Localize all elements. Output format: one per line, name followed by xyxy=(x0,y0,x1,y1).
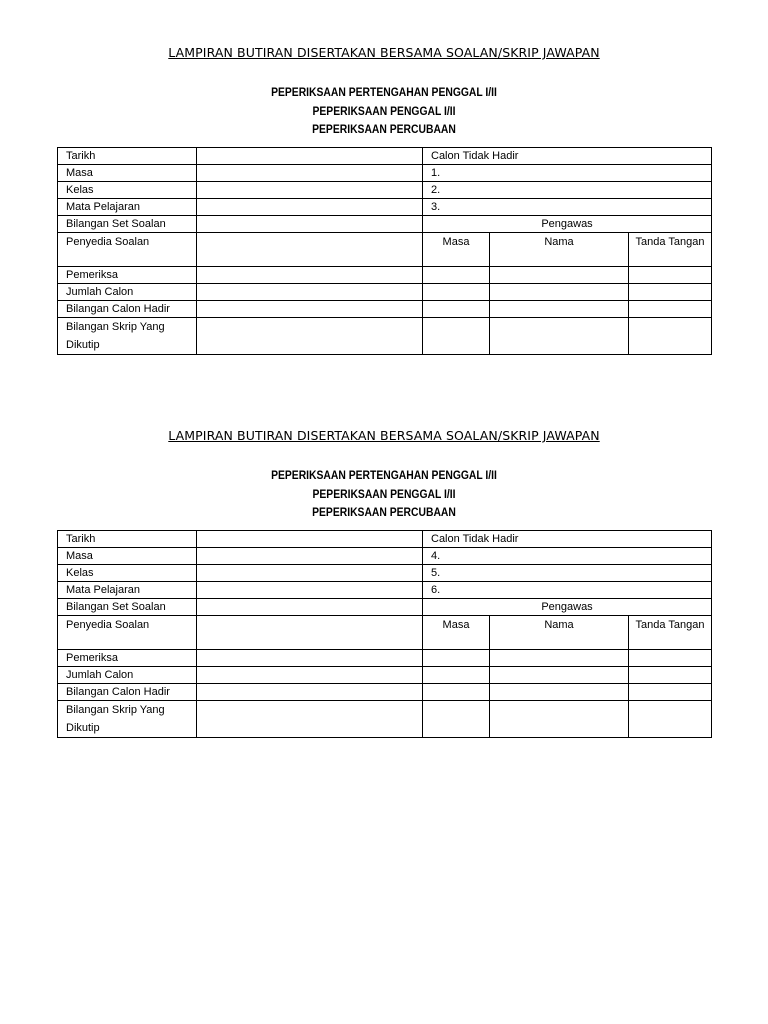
header-masa: Masa xyxy=(423,233,490,267)
input-bilangan-set-soalan[interactable] xyxy=(197,599,423,616)
label-kelas: Kelas xyxy=(58,565,197,582)
input-penyedia-soalan[interactable] xyxy=(197,233,423,267)
table-row xyxy=(58,684,712,701)
input-kelas[interactable] xyxy=(197,182,423,199)
input-pemeriksa[interactable] xyxy=(197,650,423,667)
label-pemeriksa: Pemeriksa xyxy=(58,267,197,284)
label-masa: Masa xyxy=(58,548,197,565)
details-table xyxy=(57,147,712,355)
pengawas-tandatangan-3[interactable] xyxy=(629,301,712,318)
table-row xyxy=(58,284,712,301)
input-masa[interactable] xyxy=(197,548,423,565)
absent-entry-2[interactable]: 2. xyxy=(423,182,712,199)
input-jumlah-calon[interactable] xyxy=(197,284,423,301)
table-row xyxy=(58,165,712,182)
input-penyedia-soalan[interactable] xyxy=(197,616,423,650)
exam-type-penggal: PEPERIKSAAN PENGGAL I/II xyxy=(312,105,456,118)
label-bilangan-skrip-dikutip: Bilangan Skrip Yang Dikutip xyxy=(58,701,197,738)
pengawas-masa-1[interactable] xyxy=(423,267,490,284)
label-masa: Masa xyxy=(58,165,197,182)
form-title: LAMPIRAN BUTIRAN DISERTAKAN BERSAMA SOALAN/SKRIP JAWAPAN xyxy=(168,428,600,443)
label-bilangan-set-soalan: Bilangan Set Soalan xyxy=(58,599,197,616)
absent-entry-6[interactable]: 6. xyxy=(423,582,712,599)
input-mata-pelajaran[interactable] xyxy=(197,199,423,216)
details-table xyxy=(57,530,712,738)
table-row xyxy=(58,548,712,565)
input-mata-pelajaran[interactable] xyxy=(197,582,423,599)
table-row xyxy=(58,701,712,738)
label-tarikh: Tarikh xyxy=(58,531,197,548)
input-bilangan-skrip-dikutip[interactable] xyxy=(197,701,423,738)
label-bilangan-set-soalan: Bilangan Set Soalan xyxy=(58,216,197,233)
label-calon-tidak-hadir: Calon Tidak Hadir xyxy=(423,148,712,165)
table-row xyxy=(58,318,712,355)
label-tarikh: Tarikh xyxy=(58,148,197,165)
exam-type-pertengahan: PEPERIKSAAN PERTENGAHAN PENGGAL I/II xyxy=(271,470,497,482)
pengawas-nama-4[interactable] xyxy=(490,318,629,355)
label-kelas: Kelas xyxy=(58,182,197,199)
label-bilangan-calon-hadir: Bilangan Calon Hadir xyxy=(58,301,197,318)
pengawas-masa-4[interactable] xyxy=(423,701,490,738)
table-row xyxy=(58,233,712,267)
pengawas-nama-1[interactable] xyxy=(490,650,629,667)
absent-entry-5[interactable]: 5. xyxy=(423,565,712,582)
input-tarikh[interactable] xyxy=(197,148,423,165)
pengawas-tandatangan-1[interactable] xyxy=(629,267,712,284)
label-jumlah-calon: Jumlah Calon xyxy=(58,284,197,301)
table-row xyxy=(58,650,712,667)
label-penyedia-soalan: Penyedia Soalan xyxy=(58,233,197,267)
header-nama: Nama xyxy=(490,616,629,650)
pengawas-masa-2[interactable] xyxy=(423,284,490,301)
table-row xyxy=(58,582,712,599)
label-mata-pelajaran: Mata Pelajaran xyxy=(58,199,197,216)
pengawas-tandatangan-3[interactable] xyxy=(629,684,712,701)
pengawas-nama-3[interactable] xyxy=(490,684,629,701)
pengawas-masa-4[interactable] xyxy=(423,318,490,355)
pengawas-tandatangan-4[interactable] xyxy=(629,701,712,738)
input-bilangan-skrip-dikutip[interactable] xyxy=(197,318,423,355)
absent-entry-1[interactable]: 1. xyxy=(423,165,712,182)
absent-entry-3[interactable]: 3. xyxy=(423,199,712,216)
input-pemeriksa[interactable] xyxy=(197,267,423,284)
pengawas-nama-2[interactable] xyxy=(490,284,629,301)
pengawas-tandatangan-2[interactable] xyxy=(629,667,712,684)
label-penyedia-soalan: Penyedia Soalan xyxy=(58,616,197,650)
table-row xyxy=(58,148,712,165)
label-jumlah-calon: Jumlah Calon xyxy=(58,667,197,684)
header-tanda-tangan: Tanda Tangan xyxy=(629,233,712,267)
label-pemeriksa: Pemeriksa xyxy=(58,650,197,667)
exam-type-percubaan: PEPERIKSAAN PERCUBAAN xyxy=(312,124,456,136)
exam-type-penggal: PEPERIKSAAN PENGGAL I/II xyxy=(312,488,456,501)
input-tarikh[interactable] xyxy=(197,531,423,548)
form-title: LAMPIRAN BUTIRAN DISERTAKAN BERSAMA SOALAN/SKRIP JAWAPAN xyxy=(168,45,600,60)
table-row xyxy=(58,267,712,284)
table-row xyxy=(58,667,712,684)
table-row xyxy=(58,199,712,216)
input-masa[interactable] xyxy=(197,165,423,182)
table-row xyxy=(58,182,712,199)
table-row xyxy=(58,216,712,233)
label-bilangan-skrip-dikutip: Bilangan Skrip Yang Dikutip xyxy=(58,318,197,355)
input-bilangan-calon-hadir[interactable] xyxy=(197,301,423,318)
pengawas-masa-3[interactable] xyxy=(423,301,490,318)
table-row xyxy=(58,599,712,616)
header-nama: Nama xyxy=(490,233,629,267)
absent-entry-4[interactable]: 4. xyxy=(423,548,712,565)
label-calon-tidak-hadir: Calon Tidak Hadir xyxy=(423,531,712,548)
label-mata-pelajaran: Mata Pelajaran xyxy=(58,582,197,599)
pengawas-nama-1[interactable] xyxy=(490,267,629,284)
exam-type-list xyxy=(38,84,729,140)
header-masa: Masa xyxy=(423,616,490,650)
label-bilangan-calon-hadir: Bilangan Calon Hadir xyxy=(58,684,197,701)
pengawas-masa-2[interactable] xyxy=(423,667,490,684)
pengawas-nama-3[interactable] xyxy=(490,301,629,318)
header-tanda-tangan: Tanda Tangan xyxy=(629,616,712,650)
pengawas-tandatangan-4[interactable] xyxy=(629,318,712,355)
input-bilangan-set-soalan[interactable] xyxy=(197,216,423,233)
table-row xyxy=(58,301,712,318)
pengawas-tandatangan-1[interactable] xyxy=(629,650,712,667)
pengawas-masa-3[interactable] xyxy=(423,684,490,701)
exam-type-pertengahan: PEPERIKSAAN PERTENGAHAN PENGGAL I/II xyxy=(271,87,497,99)
pengawas-nama-2[interactable] xyxy=(490,667,629,684)
pengawas-tandatangan-2[interactable] xyxy=(629,284,712,301)
table-row xyxy=(58,531,712,548)
input-jumlah-calon[interactable] xyxy=(197,667,423,684)
pengawas-nama-4[interactable] xyxy=(490,701,629,738)
pengawas-masa-1[interactable] xyxy=(423,650,490,667)
table-row xyxy=(58,565,712,582)
table-row xyxy=(58,616,712,650)
input-kelas[interactable] xyxy=(197,565,423,582)
label-pengawas: Pengawas xyxy=(423,216,712,233)
input-bilangan-calon-hadir[interactable] xyxy=(197,684,423,701)
exam-type-list xyxy=(38,467,729,523)
exam-type-percubaan: PEPERIKSAAN PERCUBAAN xyxy=(312,507,456,519)
label-pengawas: Pengawas xyxy=(423,599,712,616)
